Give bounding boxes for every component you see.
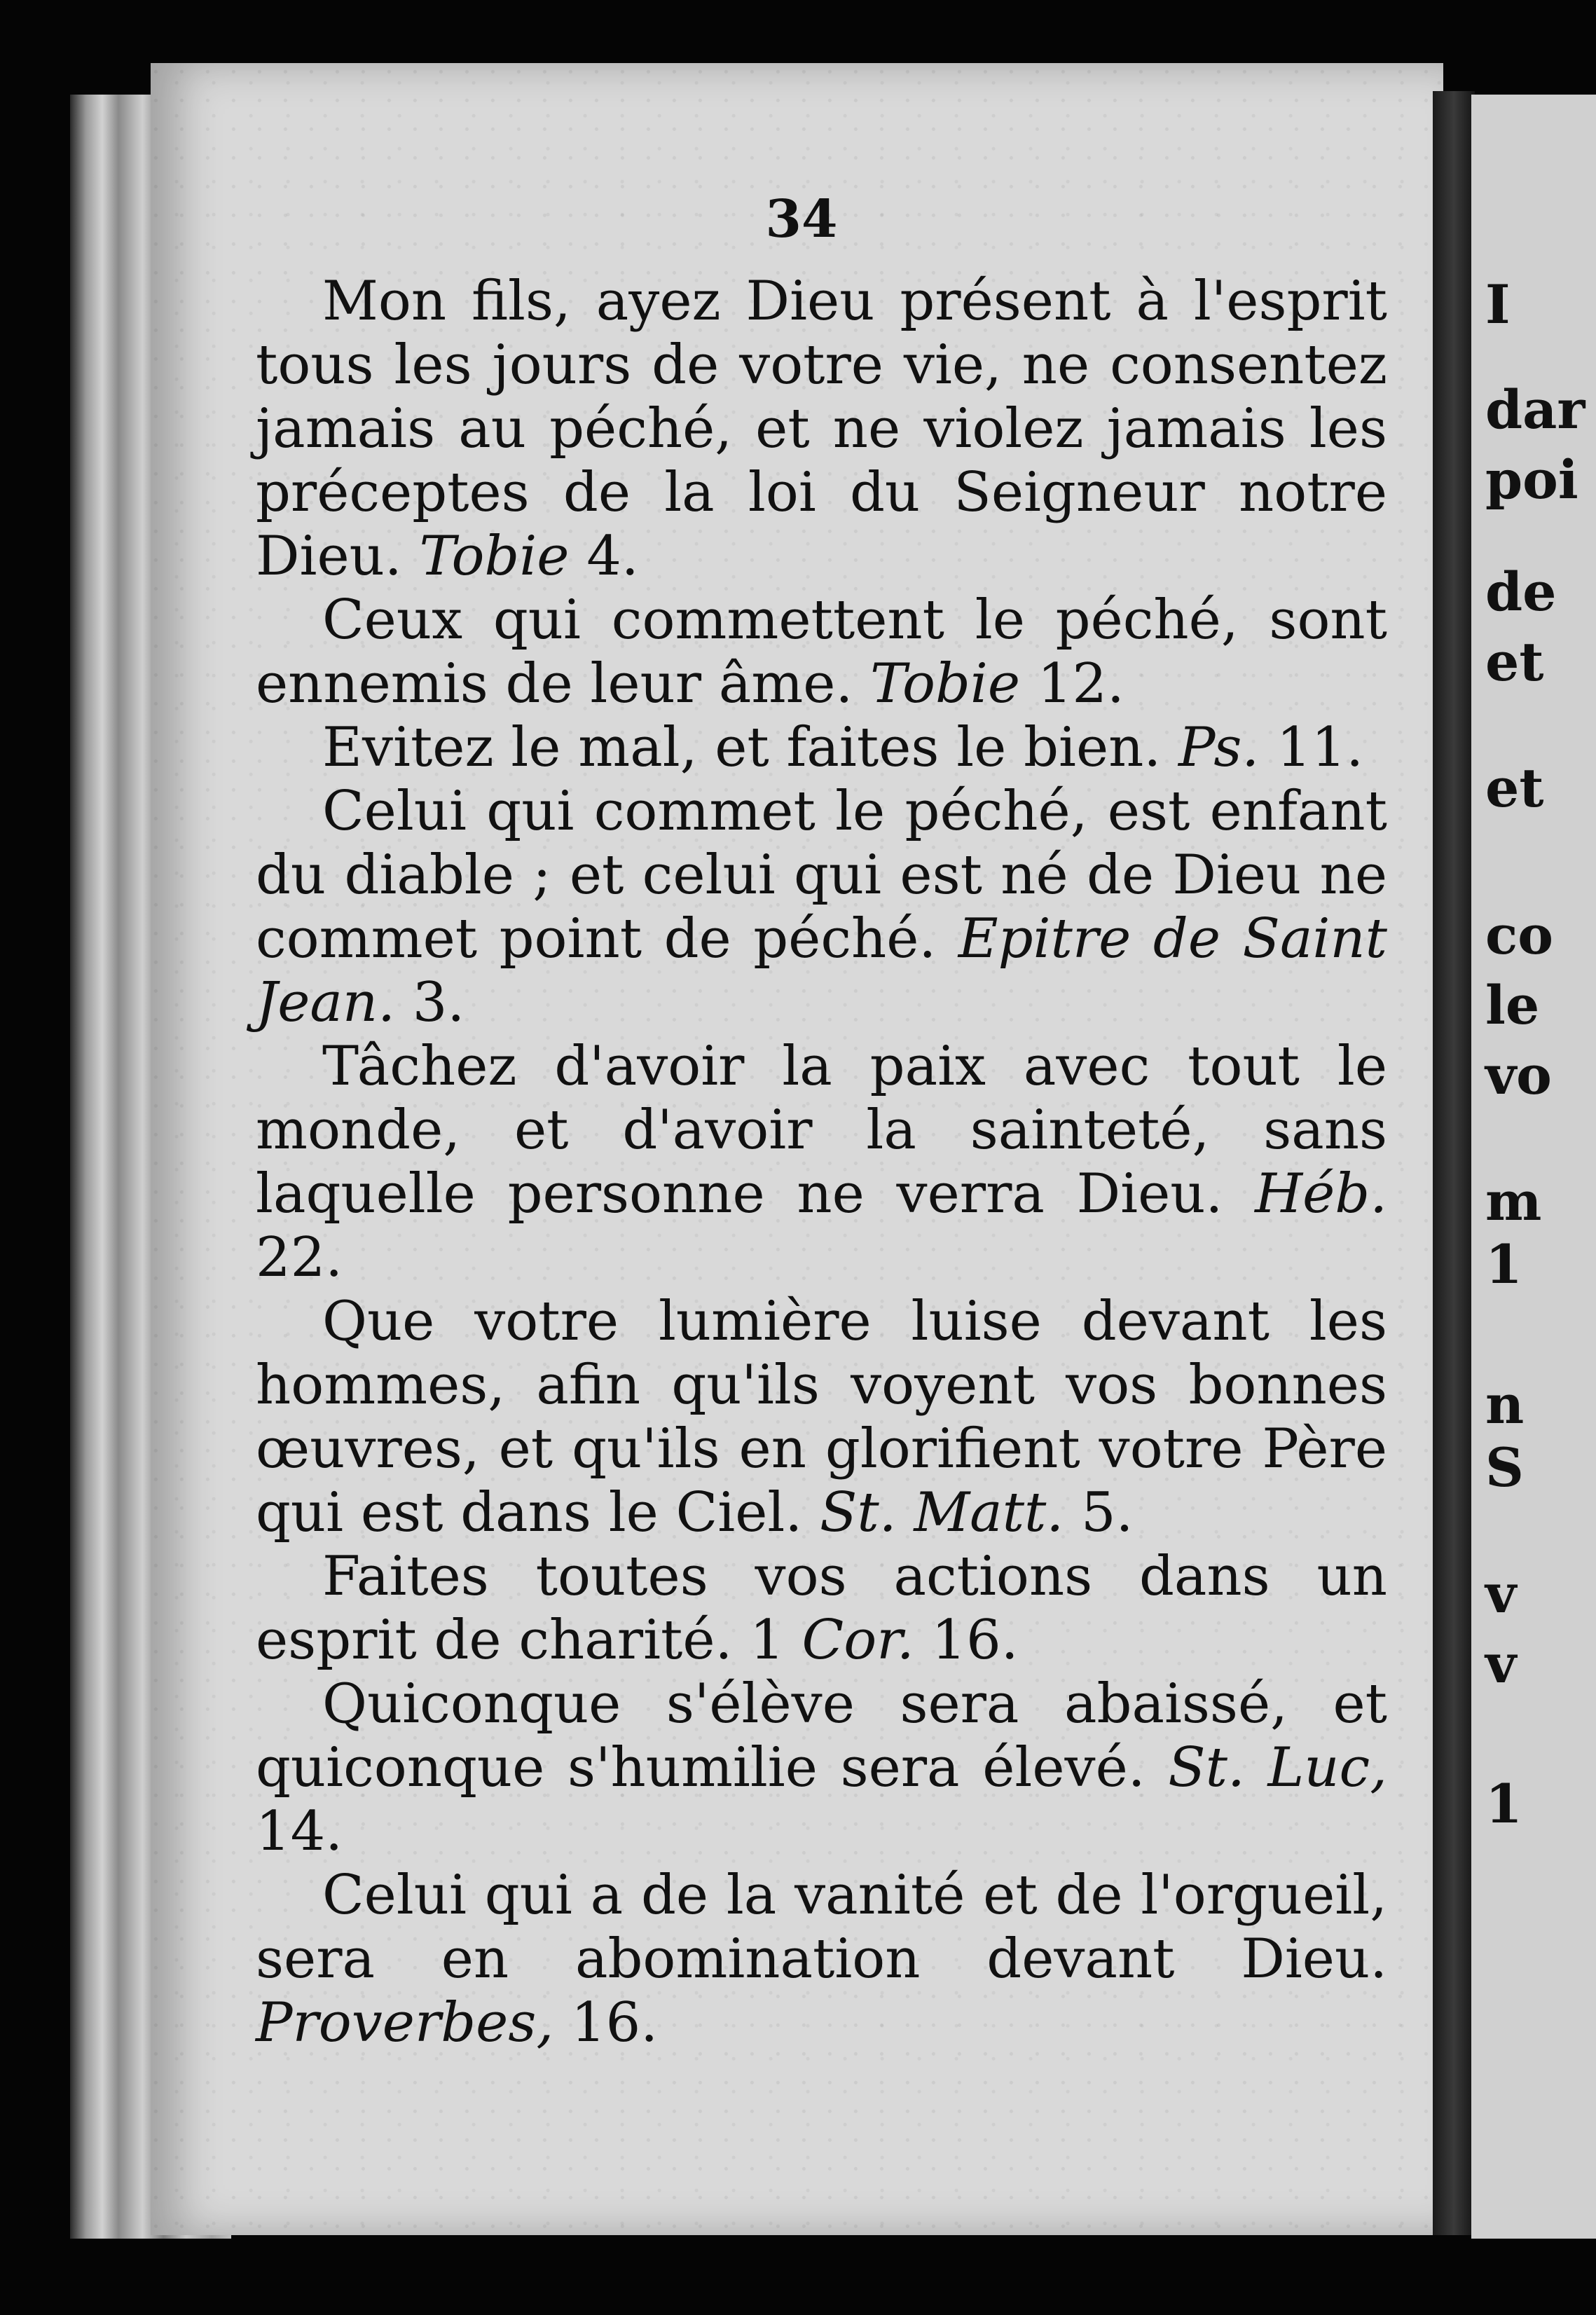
facing-page-fragment: I bbox=[1485, 273, 1511, 336]
verse-reference-number: 3. bbox=[394, 971, 465, 1034]
facing-page-fragment: 1 bbox=[1485, 1233, 1522, 1296]
page-number: 34 bbox=[765, 189, 838, 249]
verse-reference: Ps. bbox=[1178, 716, 1260, 779]
verse-text: Mon fils, ayez Dieu présent à l'esprit tous les jours de votre vie, ne consentez jamais au péché, et ne violez jamais les préceptes de la loi du Seigneur notre Dieu. bbox=[256, 270, 1387, 588]
facing-page-fragment: n bbox=[1485, 1373, 1525, 1436]
verse-reference: Epitre de Saint Jean. bbox=[256, 907, 1387, 1034]
verse-paragraph bbox=[256, 780, 1387, 1035]
verse-text: Tâchez d'avoir la paix avec tout le monde, et d'avoir la sainteté, sans laquelle personne ne verra Dieu. bbox=[256, 1035, 1387, 1225]
verse-reference: Cor. bbox=[802, 1609, 914, 1672]
verse-paragraph bbox=[256, 589, 1387, 716]
facing-page-fragment: vo bbox=[1485, 1044, 1552, 1106]
right-page-fragment bbox=[1471, 95, 1596, 2239]
verse-text: Ceux qui commettent le péché, sont ennemis de leur âme. bbox=[256, 589, 1387, 715]
verse-paragraph bbox=[256, 1545, 1387, 1672]
verse-text: Celui qui commet le péché, est enfant du diable ; et celui qui est né de Dieu ne commet point de péché. bbox=[256, 780, 1387, 970]
verse-paragraph bbox=[256, 270, 1387, 589]
facing-page-fragment: v bbox=[1485, 1633, 1517, 1695]
facing-page-fragment: S bbox=[1485, 1436, 1524, 1499]
verse-reference: Tobie bbox=[419, 525, 570, 588]
facing-page-fragment: v bbox=[1485, 1562, 1517, 1625]
page-text bbox=[256, 270, 1387, 2055]
verse-text: Quiconque s'élève sera abaissé, et quiconque s'humilie sera élevé. bbox=[256, 1672, 1387, 1799]
book-gutter bbox=[1433, 91, 1475, 2235]
verse-text: Celui qui a de la vanité et de l'orgueil, sera en abomination devant Dieu. bbox=[256, 1864, 1387, 1991]
facing-page-fragment: co bbox=[1485, 904, 1553, 966]
verse-reference: St. Luc, bbox=[1168, 1736, 1387, 1799]
facing-page-fragment: 1 bbox=[1485, 1773, 1522, 1835]
facing-page-fragment: m bbox=[1485, 1170, 1542, 1232]
verse-reference-number: 16. bbox=[914, 1609, 1019, 1672]
verse-reference: Tobie bbox=[870, 652, 1021, 715]
verse-reference-number: 22. bbox=[256, 1226, 343, 1289]
verse-reference-number: 11. bbox=[1259, 716, 1364, 779]
verse-paragraph bbox=[256, 1864, 1387, 2055]
verse-reference-number: 14. bbox=[256, 1800, 343, 1863]
facing-page-fragment: et bbox=[1485, 757, 1544, 819]
verse-paragraph bbox=[256, 1035, 1387, 1290]
verse-reference: St. Matt. bbox=[819, 1481, 1064, 1544]
verse-reference-number: 12. bbox=[1020, 652, 1124, 715]
verse-paragraph bbox=[256, 716, 1387, 780]
facing-page-fragment: dar bbox=[1485, 378, 1585, 441]
verse-text: Faites toutes vos actions dans un esprit de charité. 1 bbox=[256, 1545, 1387, 1672]
verse-paragraph bbox=[256, 1290, 1387, 1545]
verse-text: Evitez le mal, et faites le bien. bbox=[322, 716, 1178, 779]
verse-reference: Proverbes, bbox=[256, 1991, 554, 2054]
verse-reference-number: 5. bbox=[1064, 1481, 1134, 1544]
facing-page-fragment: poi bbox=[1485, 448, 1578, 511]
verse-text: Que votre lumière luise devant les hommes, afin qu'ils voyent vos bonnes œuvres, et qu'ils en glorifient votre Père qui est dans le Ciel. bbox=[256, 1290, 1387, 1544]
verse-paragraph bbox=[256, 1672, 1387, 1864]
facing-page-fragment: de bbox=[1485, 561, 1557, 623]
facing-page-fragment: et bbox=[1485, 631, 1544, 693]
facing-page-fragment: le bbox=[1485, 974, 1540, 1036]
verse-reference-number: 4. bbox=[569, 525, 639, 588]
verse-reference-number: 16. bbox=[553, 1991, 658, 2054]
verse-reference: Héb. bbox=[1255, 1162, 1387, 1225]
